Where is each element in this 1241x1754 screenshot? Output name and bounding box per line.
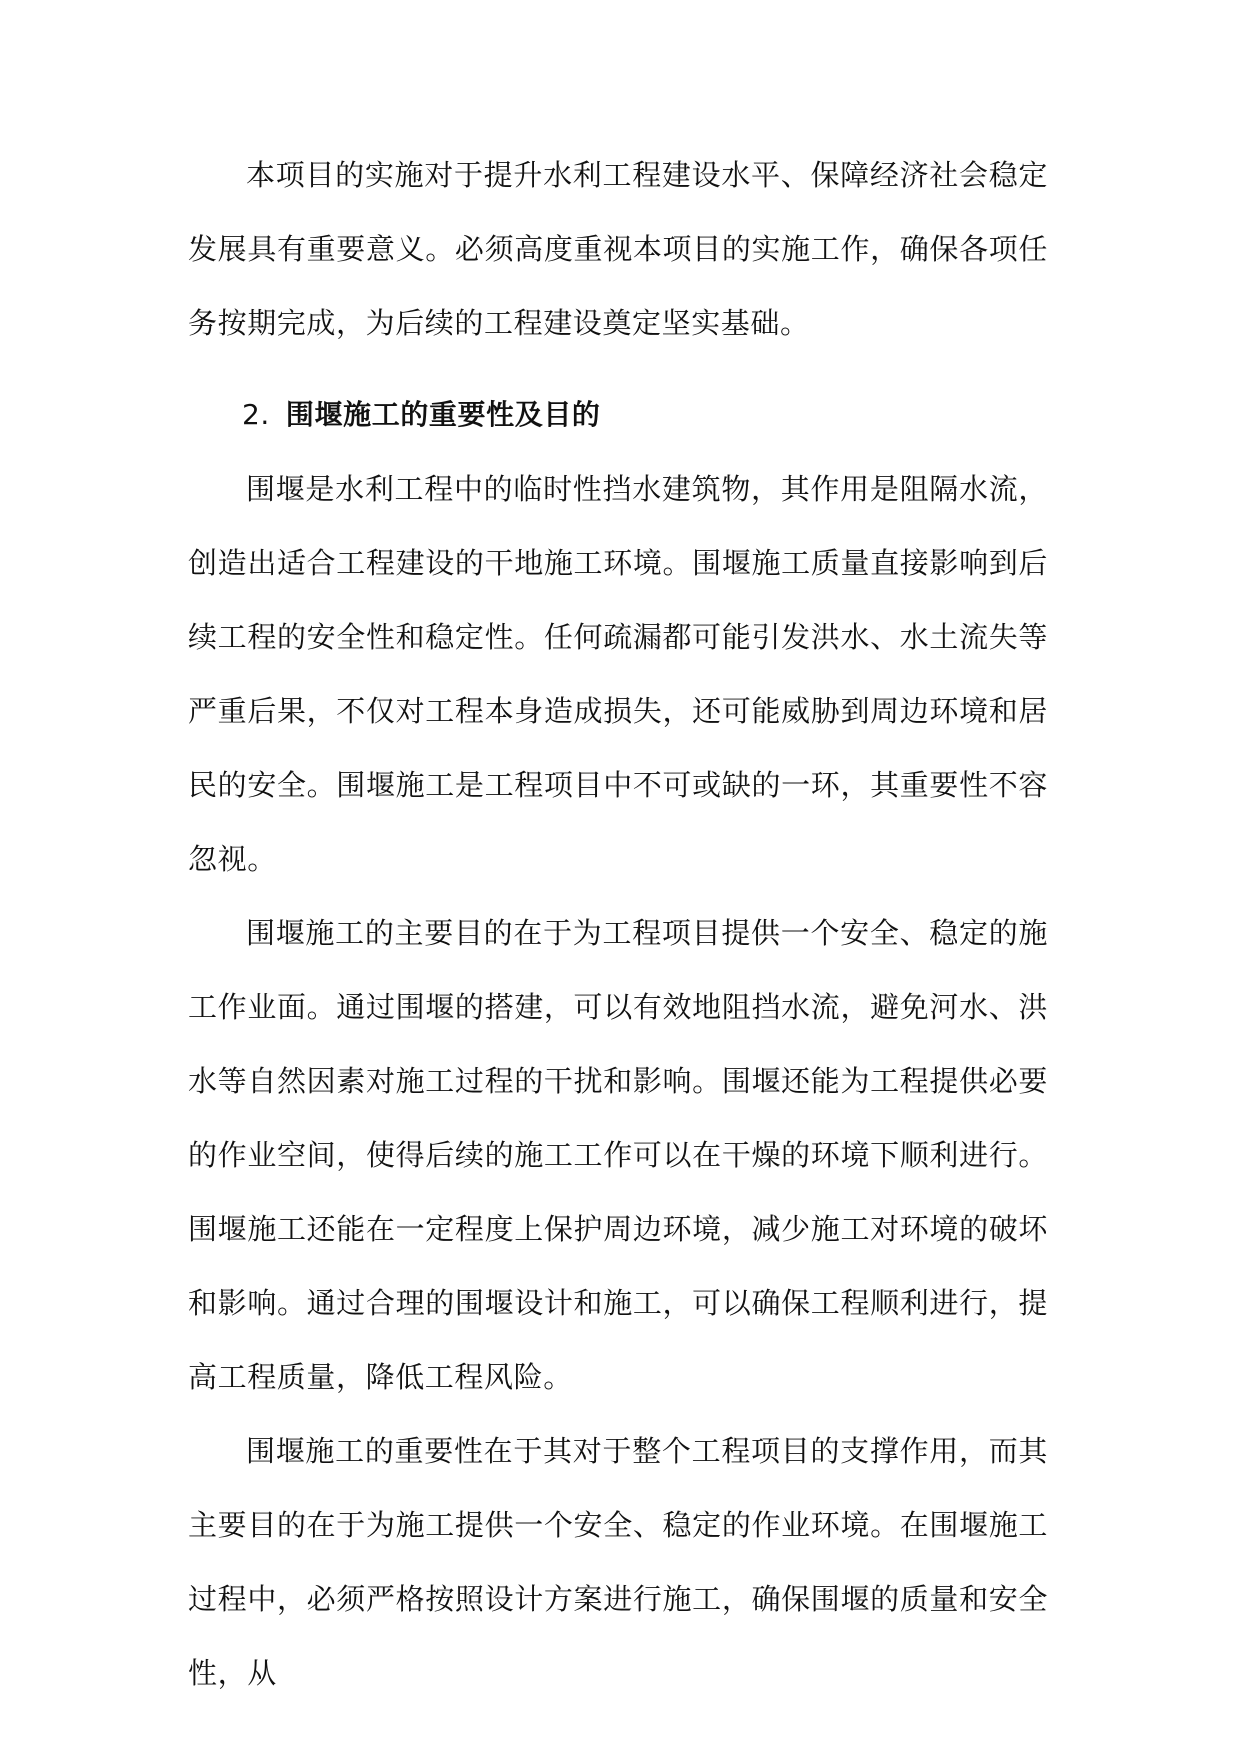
paragraph-cofferdam-definition: 围堰是水利工程中的临时性挡水建筑物，其作用是阻隔水流，创造出适合工程建设的干地施工环境。围堰施工质量直接影响到后续工程的安全性和稳定性。任何疏漏都可能引发洪水、水土流失等严重后果，不仅对工程本身造成损失，还可能威胁到周边环境和居民的安全。围堰施工是工程项目中不可或缺的一环，其重要性不容忽视。	[188, 472, 1048, 876]
paragraph-cofferdam-purpose: 围堰施工的主要目的在于为工程项目提供一个安全、稳定的施工作业面。通过围堰的搭建，可以有效地阻挡水流，避免河水、洪水等自然因素对施工过程的干扰和影响。围堰还能为工程提供必要的作业空间，使得后续的施工工作可以在干燥的环境下顺利进行。围堰施工还能在一定程度上保护周边环境，减少施工对环境的破坏和影响。通过合理的围堰设计和施工，可以确保工程顺利进行，提高工程质量，降低工程风险。	[188, 916, 1048, 1394]
section-title: 围堰施工的重要性及目的	[285, 398, 601, 431]
section-number: 2.	[242, 398, 270, 431]
section-heading	[188, 378, 1048, 452]
paragraph-intro-conclusion: 本项目的实施对于提升水利工程建设水平、保障经济社会稳定发展具有重要意义。必须高度重视本项目的实施工作，确保各项任务按期完成，为后续的工程建设奠定坚实基础。	[188, 158, 1048, 340]
document-body	[188, 138, 1048, 1710]
paragraph-cofferdam-importance: 围堰施工的重要性在于其对于整个工程项目的支撑作用，而其主要目的在于为施工提供一个安全、稳定的作业环境。在围堰施工过程中，必须严格按照设计方案进行施工，确保围堰的质量和安全性，从	[188, 1434, 1048, 1690]
